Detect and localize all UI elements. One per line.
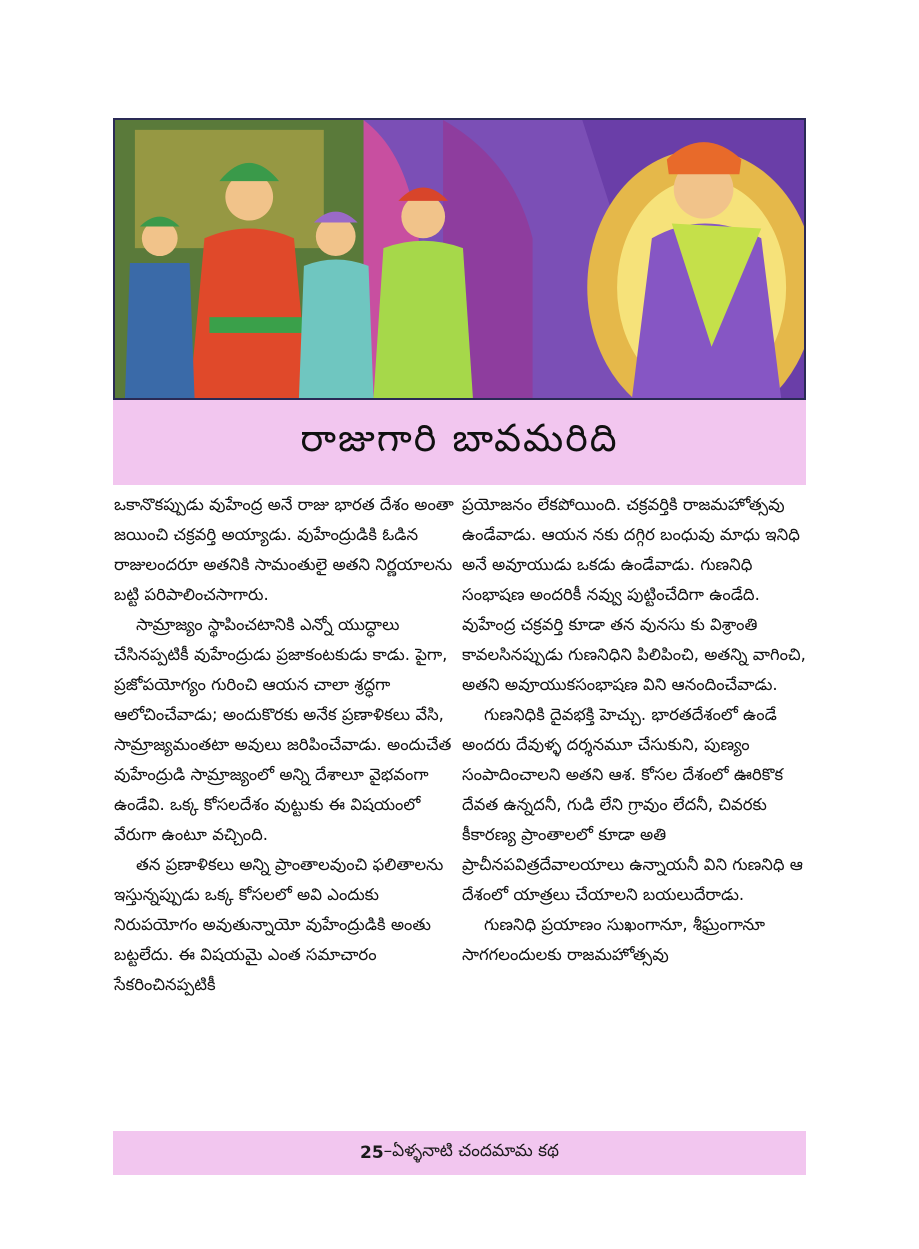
story-title: రాజుగారి బావమరిది (300, 415, 619, 460)
paragraph: ఒకానొకప్పుడు వుహేంద్ర అనే రాజు భారత దేశం అంతా జయించి చక్రవర్తి అయ్యాడు. వుహేంద్రుడికి ఓడిన రాజులందరూ అతనికి సామంతులై అతని నిర్ణయాలను బట్టి పరిపాలించసాగారు. (114, 495, 454, 604)
footer-band (113, 1131, 806, 1175)
paragraph: సామ్రాజ్యం స్థాపించటానికి ఎన్నో యుద్ధాలు చేసినప్పటికీ వుహేంద్రుడు ప్రజాకంటకుడు కాడు. పైగా, ప్రజోపయోగ్యం గురించి ఆయన చాలా శ్రద్ధగా ఆలోచించేవాడు; అందుకొరకు అనేక ప్రణాళికలు వేసి, సామ్రాజ్యమంతటా అవులు జరిపించేవాడు. అందుచేత వుహేంద్రుడి సామ్రాజ్యంలో అన్ని దేశాలూ వైభవంగా ఉండేవి. ఒక్క కోసలదేశం వుట్టుకు ఈ విషయంలో వేరుగా ఉంటూ వచ్చింది. (114, 615, 452, 844)
paragraph: తన ప్రణాళికలు అన్ని ప్రాంతాలవుంచి ఫలితాలను ఇస్తున్నప్పుడు ఒక్క కోసలలో అవి ఎందుకు నిరుపయోగం అవుతున్నాయో వుహేంద్రుడికి అంతు బట్టలేదు. ఈ విషయమై ఎంత సమాచారం సేకరించినప్పటికీ (114, 855, 444, 994)
text-column-right (462, 490, 807, 970)
series-title: –ఏళ్ళనాటి చందమామ కథ (383, 1141, 560, 1161)
story-illustration (113, 118, 806, 400)
paragraph: గుణనిధి ప్రయాణం సుఖంగానూ, శీఘ్రంగానూ సాగగలందులకు రాజమహోత్సవు (462, 915, 766, 964)
title-band (113, 400, 806, 485)
page-number: 25 (359, 1143, 384, 1163)
court-scene-image (115, 120, 804, 398)
text-column-left (114, 490, 459, 1000)
paragraph: ప్రయోజనం లేకపోయింది. చక్రవర్తికి రాజమహోత్సవు ఉండేవాడు. ఆయన నకు దగ్గిర బంధువు మాధు ఇనిధి అనే అవూయుడు ఒకడు ఉండేవాడు. గుణనిధి సంభాషణ అందరికీ నవ్వు పుట్టించేదిగా ఉండేది. వుహేంద్ర చక్రవర్తి కూడా తన వునసు కు విశ్రాంతి కావలసినప్పుడు గుణనిధిని పిలిపించి, అతన్ని వాగించి, అతని అవూయుకసంభాషణ విని ఆనందించేవాడు. (462, 495, 806, 694)
paragraph: గుణనిధికి దైవభక్తి హెచ్చు. భారతదేశంలో ఉండే అందరు దేవుళ్ళ దర్శనమూ చేసుకుని, పుణ్యం సంపాదించాలని అతని ఆశ. కోసల దేశంలో ఊరికొక దేవత ఉన్నదనీ, గుడి లేని గ్రావుం లేదనీ, చివరకు కీకారణ్య ప్రాంతాలలో కూడా అతి ప్రాచీనపవిత్రదేవాలయాలు ఉన్నాయనీ విని గుణనిధి ఆ దేశంలో యాత్రలు చేయాలని బయలుదేరాడు. (462, 705, 803, 904)
